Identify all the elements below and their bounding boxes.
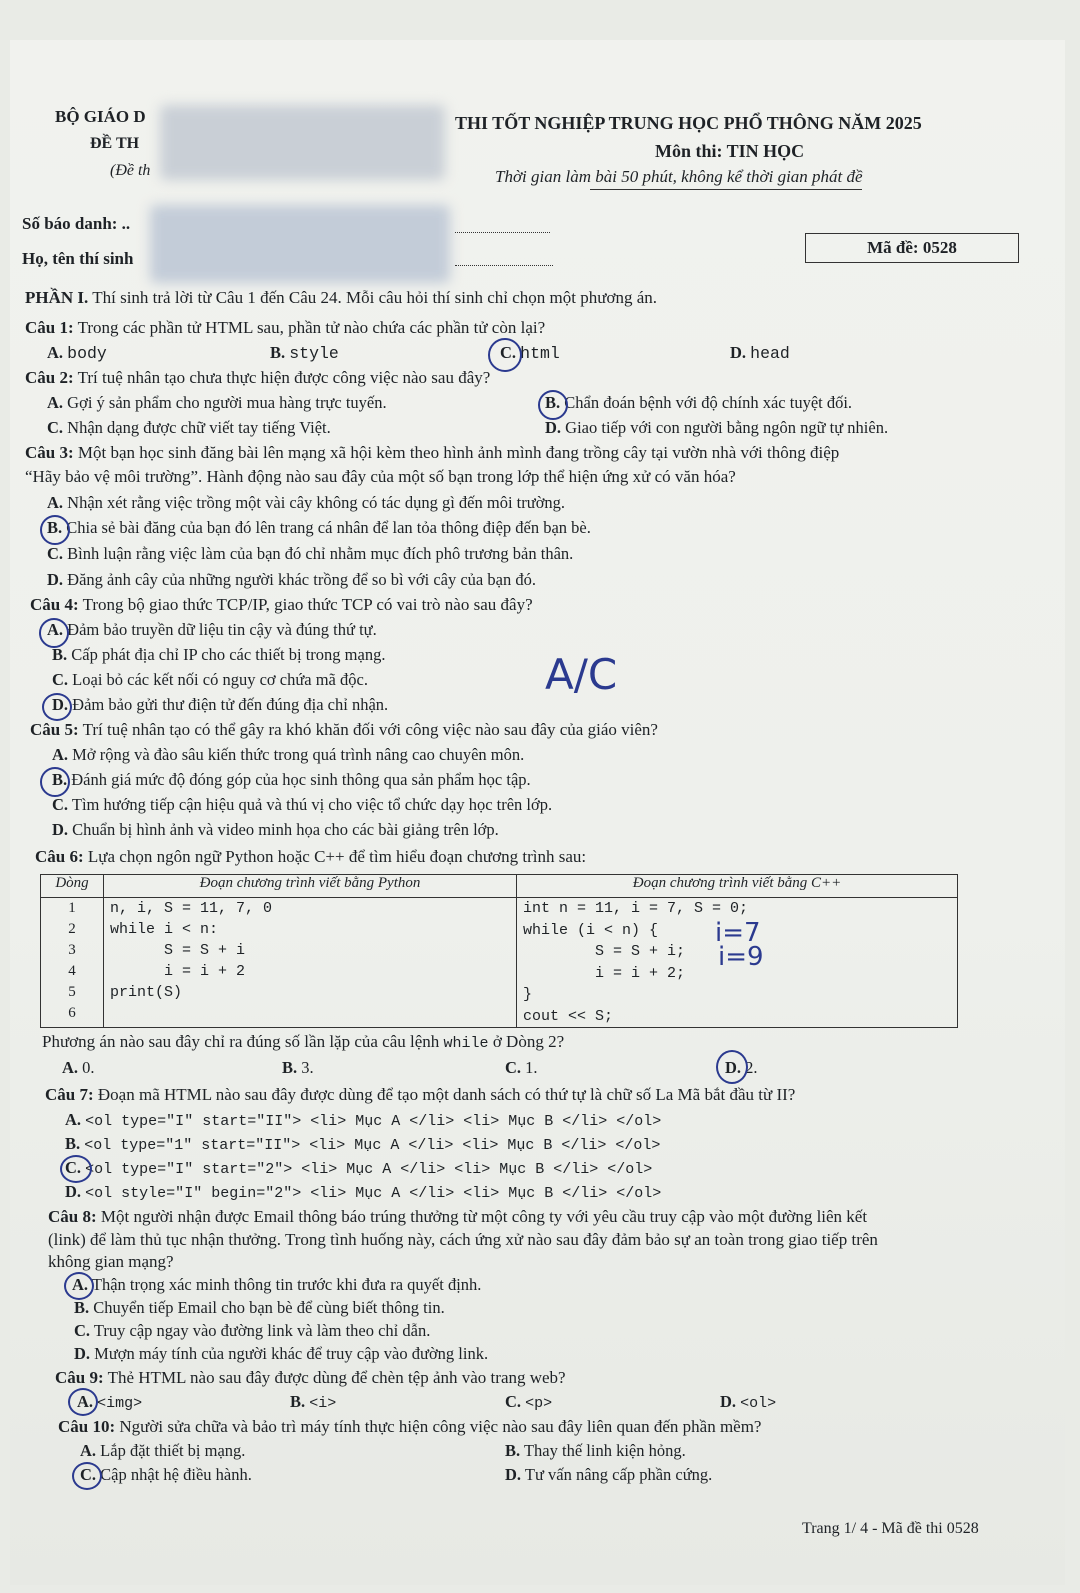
cpp-line: int n = 11, i = 7, S = 0; xyxy=(523,900,749,917)
question-10: Câu 10: Người sửa chữa và bảo trì máy tính thực hiện công việc nào sau đây liên quan đến phần mềm? xyxy=(58,1417,762,1436)
handwritten-i7: i=7 xyxy=(715,918,761,948)
handwritten-note-q4: A/C xyxy=(545,650,618,699)
q9-option-b: B. <i> xyxy=(290,1392,337,1412)
cpp-line: i = i + 2; xyxy=(523,964,686,982)
handwritten-i9: i=9 xyxy=(718,942,764,972)
q7-option-b: B. <ol type="1" start="II"> <li> Mục A </li> <li> Mục B </li> </ol> xyxy=(65,1134,661,1154)
exam-code-box: Mã đề: 0528 xyxy=(805,233,1019,263)
answer-circle-q4 xyxy=(39,618,69,648)
python-line: n, i, S = 11, 7, 0 xyxy=(110,900,273,917)
q3-option-c: C. Bình luận rằng việc làm của bạn đó chỉ nhằm mục đích phô trương bản thân. xyxy=(47,544,574,563)
answer-circle-q7 xyxy=(60,1155,92,1183)
q6-option-a: A. 0. xyxy=(62,1058,95,1077)
q3-option-d: D. Đăng ảnh cây của những người khác trồng để so bì với cây của bạn đó. xyxy=(47,570,536,589)
q2-option-c: C. Nhận dạng được chữ viết tay tiếng Việt. xyxy=(47,418,331,437)
answer-circle-q2 xyxy=(538,390,568,420)
answer-circle-q10 xyxy=(72,1462,102,1490)
sbd-dots xyxy=(455,232,550,233)
question-8-line-2: (link) để làm thủ tục nhận thưởng. Trong tình huống này, cách ứng xử nào sau đây đảm bảo sự an toàn trong giao tiếp trên xyxy=(48,1230,878,1249)
q1-option-a: A. body xyxy=(47,343,107,363)
exam-title: THI TỐT NGHIỆP TRUNG HỌC PHỔ THÔNG NĂM 2025 xyxy=(455,113,922,133)
answer-circle-q3 xyxy=(40,515,70,545)
ministry: BỘ GIÁO D xyxy=(55,107,146,126)
code-table xyxy=(40,874,958,1028)
cpp-line: S = S + i; xyxy=(523,943,686,960)
cpp-line: while (i < n) { xyxy=(523,921,659,939)
q8-option-b: B. Chuyển tiếp Email cho bạn bè để cùng biết thông tin. xyxy=(74,1298,445,1317)
question-1: Câu 1: Trong các phần tử HTML sau, phần tử nào chứa các phần tử còn lại? xyxy=(25,318,546,337)
q3-option-b: B. Chia sẻ bài đăng của bạn đó lên trang cá nhân để lan tỏa thông điệp đến bạn bè. xyxy=(47,518,591,537)
redaction-blur-2 xyxy=(150,205,450,283)
subject: Môn thi: TIN HỌC xyxy=(655,141,805,161)
name-label: Họ, tên thí sinh xyxy=(22,249,134,268)
q2-option-d: D. Giao tiếp với con người bằng ngôn ngữ tự nhiên. xyxy=(545,418,889,437)
answer-circle-q1 xyxy=(488,338,522,372)
line-number: 5 xyxy=(68,984,76,1000)
q2-option-a: A. Gợi ý sản phẩm cho người mua hàng trực tuyến. xyxy=(47,393,387,412)
answer-circle-q8 xyxy=(64,1272,94,1300)
col-cpp-header: Đoạn chương trình viết bằng C++ xyxy=(517,875,958,898)
q5-option-d: D. Chuẩn bị hình ảnh và video minh họa cho các bài giảng trên lớp. xyxy=(52,820,499,839)
page-note: (Đề th xyxy=(110,162,151,179)
question-7: Câu 7: Đoạn mã HTML nào sau đây được dùng để tạo một danh sách có thứ tự là chữ số La Mã bắt đầu từ II? xyxy=(45,1085,796,1104)
q8-option-a: A. Thận trọng xác minh thông tin trước khi đưa ra quyết định. xyxy=(72,1275,482,1294)
time-note: Thời gian làm bài 50 phút, không kể thời gian phát đề xyxy=(495,167,863,186)
cpp-line: } xyxy=(523,986,533,1003)
question-8: Câu 8: Một người nhận được Email thông báo trúng thưởng từ một công ty với yêu cầu truy cập vào một đường liên kết xyxy=(48,1207,868,1226)
question-6-prompt: Phương án nào sau đây chỉ ra đúng số lần lặp của câu lệnh while ở Dòng 2? xyxy=(42,1032,565,1052)
q4-option-d: D. Đảm bảo gửi thư điện tử đến đúng địa chỉ nhận. xyxy=(52,695,389,714)
question-8-line-3: không gian mạng? xyxy=(48,1252,174,1271)
q1-option-c: C. html xyxy=(500,343,560,363)
line-number: 3 xyxy=(68,942,76,958)
python-line: S = S + i xyxy=(110,942,246,959)
part-instructions: Thí sinh trả lời từ Câu 1 đến Câu 24. Mỗi câu hỏi thí sinh chỉ chọn một phương án. xyxy=(88,288,657,307)
q1-option-d: D. head xyxy=(730,343,790,363)
q5-option-b: B. Đánh giá mức độ đóng góp của học sinh thông qua sản phẩm học tập. xyxy=(52,770,531,789)
col-python-header: Đoạn chương trình viết bằng Python xyxy=(104,875,517,898)
question-5: Câu 5: Trí tuệ nhân tạo có thể gây ra khó khăn đối với công việc nào sau đây của giáo viên? xyxy=(30,720,658,739)
python-line: print(S) xyxy=(110,984,183,1001)
q9-option-d: D. <ol> xyxy=(720,1392,777,1412)
q10-option-c: C. Cập nhật hệ điều hành. xyxy=(80,1465,252,1484)
q8-option-d: D. Mượn máy tính của người khác để truy cập vào đường link. xyxy=(74,1344,489,1363)
sbd-label: Số báo danh: .. xyxy=(22,214,131,233)
q10-option-a: A. Lắp đặt thiết bị mạng. xyxy=(80,1441,246,1460)
answer-circle-q4-d xyxy=(42,693,72,721)
line-number: 2 xyxy=(68,921,76,937)
q3-option-a: A. Nhận xét rằng việc trồng một vài cây không có tác dụng gì đến môi trường. xyxy=(47,493,566,512)
question-9: Câu 9: Thẻ HTML nào sau đây được dùng để chèn tệp ảnh vào trang web? xyxy=(55,1368,566,1387)
q5-option-a: A. Mở rộng và đào sâu kiến thức trong quá trình nâng cao chuyên môn. xyxy=(52,745,525,764)
q7-option-a: A. <ol type="I" start="II"> <li> Mục A </li> <li> Mục B </li> </ol> xyxy=(65,1110,662,1130)
col-line-header: Dòng xyxy=(41,875,104,898)
q7-option-d: D. <ol style="I" begin="2"> <li> Mục A </li> <li> Mục B </li> </ol> xyxy=(65,1182,662,1202)
q7-option-c: C. <ol type="I" start="2"> <li> Mục A </li> <li> Mục B </li> </ol> xyxy=(65,1158,653,1178)
python-line: while i < n: xyxy=(110,921,219,938)
q4-option-b: B. Cấp phát địa chỉ IP cho các thiết bị trong mạng. xyxy=(52,645,386,664)
q9-option-a: A. <img> xyxy=(77,1392,143,1412)
question-4: Câu 4: Trong bộ giao thức TCP/IP, giao thức TCP có vai trò nào sau đây? xyxy=(30,595,533,614)
q9-option-c: C. <p> xyxy=(505,1392,553,1412)
exam-kind: ĐỀ TH xyxy=(90,135,140,152)
question-3: Câu 3: Một bạn học sinh đăng bài lên mạng xã hội kèm theo hình ảnh mình đang trồng cây tại vườn nhà với thông điệp xyxy=(25,443,840,462)
q1-option-b: B. style xyxy=(270,343,339,363)
answer-circle-q9 xyxy=(68,1388,98,1416)
q4-option-a: A. Đảm bảo truyền dữ liệu tin cậy và đúng thứ tự. xyxy=(47,620,377,639)
cpp-line: cout << S; xyxy=(523,1007,614,1025)
q4-option-c: C. Loại bỏ các kết nối có nguy cơ chứa mã độc. xyxy=(52,670,368,689)
q6-option-b: B. 3. xyxy=(282,1058,314,1077)
q10-option-d: D. Tư vấn nâng cấp phần cứng. xyxy=(505,1465,713,1484)
answer-circle-q6 xyxy=(716,1050,748,1084)
question-3-line-2: “Hãy bảo vệ môi trường”. Hành động nào sau đây của một số bạn trong lớp thể hiện ứng xử có văn hóa? xyxy=(25,467,736,486)
q6-option-d: D. 2. xyxy=(725,1058,758,1077)
line-number: 4 xyxy=(68,963,76,979)
python-line xyxy=(110,1003,510,1024)
part-label: PHẦN I. xyxy=(25,288,89,307)
question-2: Câu 2: Trí tuệ nhân tạo chưa thực hiện được công việc nào sau đây? xyxy=(25,368,491,387)
q8-option-c: C. Truy cập ngay vào đường link và làm theo chỉ dẫn. xyxy=(74,1321,431,1340)
page-footer: Trang 1/ 4 - Mã đề thi 0528 xyxy=(802,1520,979,1537)
q10-option-b: B. Thay thế linh kiện hỏng. xyxy=(505,1441,686,1460)
question-6: Câu 6: Lựa chọn ngôn ngữ Python hoặc C++ để tìm hiểu đoạn chương trình sau: xyxy=(35,847,587,866)
line-number: 1 xyxy=(68,900,76,916)
q5-option-c: C. Tìm hướng tiếp cận hiệu quả và thú vị cho việc tổ chức dạy học trên lớp. xyxy=(52,795,553,814)
q6-option-c: C. 1. xyxy=(505,1058,538,1077)
name-dots xyxy=(455,265,553,266)
title-underline xyxy=(590,189,862,190)
redaction-blur xyxy=(160,105,445,180)
line-number: 6 xyxy=(68,1005,76,1021)
q2-option-b: B. Chẩn đoán bệnh với độ chính xác tuyệt đối. xyxy=(545,393,853,412)
python-line: i = i + 2 xyxy=(110,963,246,980)
answer-circle-q5 xyxy=(40,767,70,797)
